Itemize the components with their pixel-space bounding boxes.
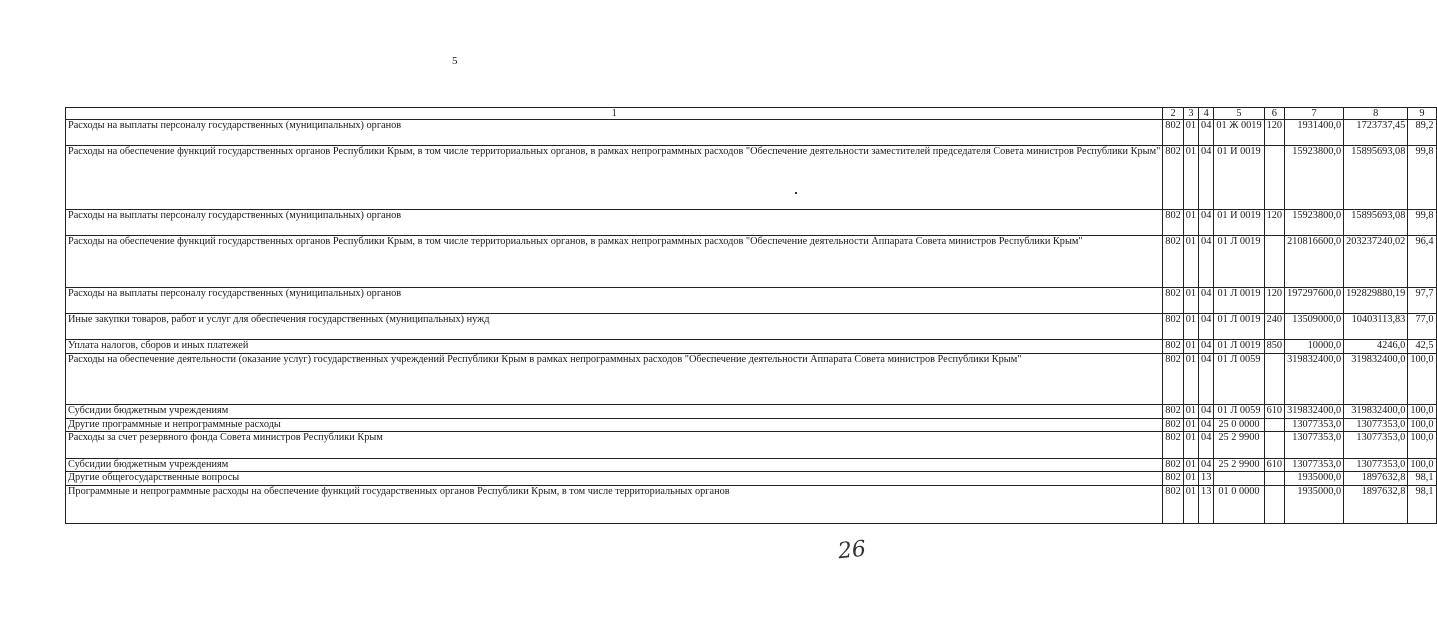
row-value-cell: 100,0 — [1408, 353, 1436, 404]
row-name-cell: Расходы на выплаты персоналу государственных (муниципальных) органов — [66, 210, 1163, 236]
table-row — [66, 418, 1437, 432]
row-value-cell: 802 — [1163, 485, 1183, 524]
row-value-cell — [1264, 432, 1284, 458]
table-row — [66, 120, 1437, 146]
row-value-cell: 04 — [1199, 340, 1214, 354]
row-value-cell: 01 — [1183, 432, 1198, 458]
row-value-cell: 04 — [1199, 210, 1214, 236]
row-value-cell: 04 — [1199, 353, 1214, 404]
table-header-row — [66, 108, 1437, 120]
row-value-cell: 1723737,45 — [1344, 120, 1408, 146]
page-number: 5 — [452, 55, 458, 67]
row-value-cell: 1931400,0 — [1285, 120, 1344, 146]
row-value-cell: 01 — [1183, 485, 1198, 524]
row-value-cell: 120 — [1264, 120, 1284, 146]
row-value-cell: 802 — [1163, 287, 1183, 313]
table-row — [66, 353, 1437, 404]
table-row — [66, 432, 1437, 458]
column-header: 7 — [1285, 108, 1344, 120]
row-name-cell: Уплата налогов, сборов и иных платежей — [66, 340, 1163, 354]
column-header: 5 — [1214, 108, 1264, 120]
table-body — [66, 120, 1437, 524]
row-name-cell: Расходы на выплаты персоналу государственных (муниципальных) органов — [66, 120, 1163, 146]
row-value-cell: 25 2 9900 — [1214, 432, 1264, 458]
row-value-cell: 192829880,19 — [1344, 287, 1408, 313]
row-name-cell: Иные закупки товаров, работ и услуг для обеспечения государственных (муниципальных) нужд — [66, 313, 1163, 339]
row-value-cell — [1264, 236, 1284, 287]
row-value-cell: 1935000,0 — [1285, 485, 1344, 524]
row-value-cell: 802 — [1163, 236, 1183, 287]
row-value-cell: 15895693,08 — [1344, 146, 1408, 210]
row-name-cell: Субсидии бюджетным учреждениям — [66, 405, 1163, 419]
row-value-cell: 1897632,8 — [1344, 485, 1408, 524]
row-value-cell: 802 — [1163, 458, 1183, 472]
table-row — [66, 340, 1437, 354]
row-value-cell: 319832400,0 — [1344, 353, 1408, 404]
row-value-cell: 01 Л 0059 — [1214, 405, 1264, 419]
row-value-cell: 100,0 — [1408, 432, 1436, 458]
row-value-cell: 01 Л 0019 — [1214, 340, 1264, 354]
row-name-cell: Расходы за счет резервного фонда Совета министров Республики Крым — [66, 432, 1163, 458]
row-value-cell: 850 — [1264, 340, 1284, 354]
row-value-cell: 42,5 — [1408, 340, 1436, 354]
row-value-cell: 4246,0 — [1344, 340, 1408, 354]
row-name-cell: Расходы на выплаты персоналу государственных (муниципальных) органов — [66, 287, 1163, 313]
row-value-cell: 802 — [1163, 210, 1183, 236]
row-value-cell — [1264, 353, 1284, 404]
row-value-cell: 25 0 0000 — [1214, 418, 1264, 432]
row-value-cell: 01 — [1183, 458, 1198, 472]
table-row — [66, 313, 1437, 339]
column-header: 9 — [1408, 108, 1436, 120]
row-value-cell: 01 — [1183, 353, 1198, 404]
row-value-cell: 802 — [1163, 353, 1183, 404]
row-value-cell: 15895693,08 — [1344, 210, 1408, 236]
row-name-cell: Субсидии бюджетным учреждениям — [66, 458, 1163, 472]
row-value-cell: 210816600,0 — [1285, 236, 1344, 287]
row-value-cell: 13077353,0 — [1344, 418, 1408, 432]
row-value-cell: 120 — [1264, 210, 1284, 236]
row-value-cell: 100,0 — [1408, 405, 1436, 419]
row-value-cell: 13077353,0 — [1344, 432, 1408, 458]
row-value-cell: 01 Л 0019 — [1214, 313, 1264, 339]
row-value-cell: 100,0 — [1408, 418, 1436, 432]
table-row — [66, 287, 1437, 313]
scan-speck — [795, 192, 797, 194]
row-value-cell: 01 И 0019 — [1214, 146, 1264, 210]
row-value-cell: 04 — [1199, 418, 1214, 432]
row-value-cell: 25 2 9900 — [1214, 458, 1264, 472]
row-value-cell: 13077353,0 — [1344, 458, 1408, 472]
row-value-cell: 319832400,0 — [1285, 405, 1344, 419]
row-name-cell: Другие программные и непрограммные расходы — [66, 418, 1163, 432]
row-value-cell: 13509000,0 — [1285, 313, 1344, 339]
row-value-cell — [1214, 472, 1264, 486]
row-name-cell: Расходы на обеспечение функций государственных органов Республики Крым, в том числе территориальных органов, в рамках непрограммных расходов "Обеспечение деятельности Аппарата Совета министров Республики Крым" — [66, 236, 1163, 287]
column-header: 1 — [66, 108, 1163, 120]
column-header: 4 — [1199, 108, 1214, 120]
row-value-cell: 01 Л 0019 — [1214, 287, 1264, 313]
row-value-cell: 610 — [1264, 458, 1284, 472]
row-value-cell: 99,8 — [1408, 146, 1436, 210]
table-row — [66, 405, 1437, 419]
row-value-cell: 01 — [1183, 405, 1198, 419]
column-header: 3 — [1183, 108, 1198, 120]
row-value-cell: 13077353,0 — [1285, 432, 1344, 458]
handwritten-page-mark: 26 — [836, 536, 868, 565]
row-value-cell — [1264, 485, 1284, 524]
row-value-cell: 04 — [1199, 313, 1214, 339]
table-row — [66, 485, 1437, 524]
table-row — [66, 146, 1437, 210]
row-value-cell: 01 — [1183, 146, 1198, 210]
row-value-cell: 98,1 — [1408, 472, 1436, 486]
row-value-cell — [1264, 146, 1284, 210]
row-value-cell: 04 — [1199, 432, 1214, 458]
row-value-cell: 01 И 0019 — [1214, 210, 1264, 236]
row-value-cell: 77,0 — [1408, 313, 1436, 339]
row-value-cell: 203237240,02 — [1344, 236, 1408, 287]
row-value-cell: 04 — [1199, 236, 1214, 287]
row-value-cell: 1935000,0 — [1285, 472, 1344, 486]
row-value-cell: 89,2 — [1408, 120, 1436, 146]
row-value-cell: 15923800,0 — [1285, 146, 1344, 210]
table-row — [66, 210, 1437, 236]
row-value-cell: 01 — [1183, 120, 1198, 146]
row-value-cell: 96,4 — [1408, 236, 1436, 287]
row-value-cell: 802 — [1163, 432, 1183, 458]
row-name-cell: Другие общегосударственные вопросы — [66, 472, 1163, 486]
row-value-cell: 802 — [1163, 120, 1183, 146]
row-value-cell: 197297600,0 — [1285, 287, 1344, 313]
table-row — [66, 236, 1437, 287]
row-value-cell: 1897632,8 — [1344, 472, 1408, 486]
row-value-cell: 10403113,83 — [1344, 313, 1408, 339]
row-value-cell — [1264, 472, 1284, 486]
row-value-cell: 01 Ж 0019 — [1214, 120, 1264, 146]
row-value-cell: 01 — [1183, 210, 1198, 236]
row-value-cell: 802 — [1163, 472, 1183, 486]
row-value-cell: 802 — [1163, 146, 1183, 210]
row-value-cell: 13 — [1199, 472, 1214, 486]
row-value-cell: 319832400,0 — [1285, 353, 1344, 404]
row-name-cell: Программные и непрограммные расходы на обеспечение функций государственных органов Республики Крым, в том числе территориальных органов — [66, 485, 1163, 524]
table-row — [66, 458, 1437, 472]
row-value-cell: 13077353,0 — [1285, 418, 1344, 432]
row-value-cell: 802 — [1163, 418, 1183, 432]
row-value-cell: 15923800,0 — [1285, 210, 1344, 236]
row-value-cell: 01 0 0000 — [1214, 485, 1264, 524]
row-value-cell: 100,0 — [1408, 458, 1436, 472]
row-value-cell: 04 — [1199, 405, 1214, 419]
row-value-cell: 99,8 — [1408, 210, 1436, 236]
row-value-cell: 01 — [1183, 313, 1198, 339]
row-value-cell: 120 — [1264, 287, 1284, 313]
row-value-cell: 01 Л 0059 — [1214, 353, 1264, 404]
column-header: 8 — [1344, 108, 1408, 120]
row-value-cell: 01 Л 0019 — [1214, 236, 1264, 287]
row-value-cell: 01 — [1183, 472, 1198, 486]
row-value-cell: 802 — [1163, 313, 1183, 339]
row-name-cell: Расходы на обеспечение функций государственных органов Республики Крым, в том числе территориальных органов, в рамках непрограммных расходов "Обеспечение деятельности заместителей председателя Совета министров Республики Крым" — [66, 146, 1163, 210]
row-value-cell: 240 — [1264, 313, 1284, 339]
row-value-cell: 610 — [1264, 405, 1284, 419]
row-value-cell: 01 — [1183, 340, 1198, 354]
budget-table — [65, 107, 1437, 524]
row-value-cell — [1264, 418, 1284, 432]
row-value-cell: 01 — [1183, 418, 1198, 432]
row-value-cell: 04 — [1199, 287, 1214, 313]
column-header: 6 — [1264, 108, 1284, 120]
row-name-cell: Расходы на обеспечение деятельности (оказание услуг) государственных учреждений Республики Крым в рамках непрограммных расходов "Обеспечение деятельности Аппарата Совета министров Республики Крым" — [66, 353, 1163, 404]
row-value-cell: 319832400,0 — [1344, 405, 1408, 419]
row-value-cell: 97,7 — [1408, 287, 1436, 313]
row-value-cell: 802 — [1163, 405, 1183, 419]
row-value-cell: 13077353,0 — [1285, 458, 1344, 472]
row-value-cell: 98,1 — [1408, 485, 1436, 524]
column-header: 2 — [1163, 108, 1183, 120]
row-value-cell: 10000,0 — [1285, 340, 1344, 354]
row-value-cell: 01 — [1183, 287, 1198, 313]
row-value-cell: 802 — [1163, 340, 1183, 354]
row-value-cell: 01 — [1183, 236, 1198, 287]
row-value-cell: 13 — [1199, 485, 1214, 524]
row-value-cell: 04 — [1199, 146, 1214, 210]
row-value-cell: 04 — [1199, 120, 1214, 146]
row-value-cell: 04 — [1199, 458, 1214, 472]
table-row — [66, 472, 1437, 486]
